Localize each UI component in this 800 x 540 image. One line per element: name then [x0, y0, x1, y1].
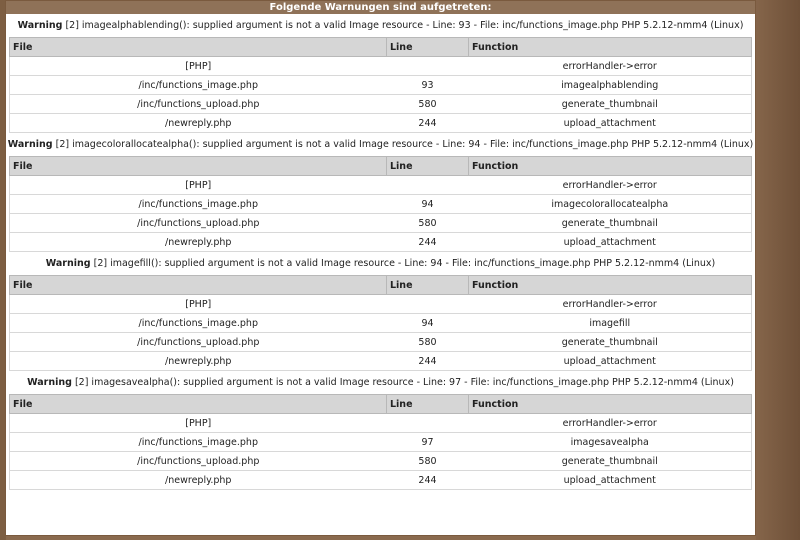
cell-file: /inc/functions_image.php: [10, 314, 387, 333]
table-header-row: [10, 276, 752, 295]
warning-block: [6, 252, 755, 371]
column-header-function: Function: [469, 157, 752, 176]
cell-line: 244: [387, 471, 469, 490]
column-header-function: Function: [469, 395, 752, 414]
cell-line: [387, 295, 469, 314]
warning-block: [6, 371, 755, 490]
warning-text: [2] imagefill(): supplied argument is not a valid Image resource - Line: 94 - File: inc/functions_image.php PHP 5.2.12-nmm4 (Linux): [93, 258, 716, 269]
table-row: [10, 57, 752, 76]
cell-function: upload_attachment: [469, 471, 752, 490]
table-row: [10, 195, 752, 214]
warning-block: [6, 133, 755, 252]
warning-label: Warning: [17, 20, 63, 31]
cell-line: 244: [387, 352, 469, 371]
cell-line: 580: [387, 214, 469, 233]
cell-file: [PHP]: [10, 295, 387, 314]
cell-function: imagecolorallocatealpha: [469, 195, 752, 214]
cell-function: imagesavealpha: [469, 433, 752, 452]
cell-line: 244: [387, 233, 469, 252]
warning-message: [6, 371, 755, 394]
column-header-file: File: [10, 38, 387, 57]
cell-file: /newreply.php: [10, 233, 387, 252]
table-row: [10, 214, 752, 233]
column-header-file: File: [10, 276, 387, 295]
warning-label: Warning: [7, 139, 53, 150]
cell-function: errorHandler->error: [469, 57, 752, 76]
cell-function: upload_attachment: [469, 114, 752, 133]
cell-function: generate_thumbnail: [469, 452, 752, 471]
table-row: [10, 176, 752, 195]
panel-title: Folgende Warnungen sind aufgetreten:: [6, 1, 755, 14]
cell-line: [387, 57, 469, 76]
warning-text: [2] imagesavealpha(): supplied argument is not a valid Image resource - Line: 97 - File: inc/functions_image.php PHP 5.2.12-nmm4 (Linux): [74, 377, 734, 388]
cell-file: /inc/functions_upload.php: [10, 333, 387, 352]
warning-label: Warning: [45, 258, 91, 269]
column-header-file: File: [10, 395, 387, 414]
cell-function: errorHandler->error: [469, 295, 752, 314]
cell-file: [PHP]: [10, 176, 387, 195]
warning-text: [2] imagealphablending(): supplied argument is not a valid Image resource - Line: 93 - File: inc/functions_image.php PHP 5.2.12-nmm4 (Linux): [65, 20, 744, 31]
cell-file: /inc/functions_upload.php: [10, 214, 387, 233]
table-row: [10, 333, 752, 352]
cell-line: 580: [387, 333, 469, 352]
column-header-file: File: [10, 157, 387, 176]
cell-function: generate_thumbnail: [469, 333, 752, 352]
table-row: [10, 95, 752, 114]
table-header-row: [10, 38, 752, 57]
table-row: [10, 452, 752, 471]
warnings-panel: [5, 0, 756, 536]
cell-function: upload_attachment: [469, 233, 752, 252]
page-background-right: [756, 0, 800, 540]
warning-text: [2] imagecolorallocatealpha(): supplied argument is not a valid Image resource - Line: 94 - File: inc/functions_image.php PHP 5.2.12-nmm4 (Linux): [55, 139, 754, 150]
backtrace-table: [9, 275, 752, 371]
cell-file: /inc/functions_upload.php: [10, 95, 387, 114]
warning-message: [6, 14, 755, 37]
table-row: [10, 314, 752, 333]
cell-function: errorHandler->error: [469, 414, 752, 433]
cell-function: errorHandler->error: [469, 176, 752, 195]
cell-file: /inc/functions_image.php: [10, 76, 387, 95]
cell-line: 93: [387, 76, 469, 95]
table-row: [10, 352, 752, 371]
table-row: [10, 433, 752, 452]
cell-file: [PHP]: [10, 57, 387, 76]
table-row: [10, 76, 752, 95]
column-header-line: Line: [387, 395, 469, 414]
cell-line: 94: [387, 314, 469, 333]
cell-function: imagealphablending: [469, 76, 752, 95]
table-row: [10, 295, 752, 314]
cell-line: 97: [387, 433, 469, 452]
cell-file: /inc/functions_image.php: [10, 433, 387, 452]
cell-file: /inc/functions_upload.php: [10, 452, 387, 471]
table-row: [10, 114, 752, 133]
column-header-function: Function: [469, 38, 752, 57]
cell-function: imagefill: [469, 314, 752, 333]
column-header-function: Function: [469, 276, 752, 295]
column-header-line: Line: [387, 276, 469, 295]
table-header-row: [10, 157, 752, 176]
table-row: [10, 414, 752, 433]
cell-line: [387, 414, 469, 433]
cell-line: 580: [387, 452, 469, 471]
cell-line: [387, 176, 469, 195]
cell-file: /newreply.php: [10, 471, 387, 490]
table-row: [10, 471, 752, 490]
cell-file: /newreply.php: [10, 114, 387, 133]
backtrace-table: [9, 37, 752, 133]
cell-function: generate_thumbnail: [469, 214, 752, 233]
column-header-line: Line: [387, 38, 469, 57]
column-header-line: Line: [387, 157, 469, 176]
cell-function: upload_attachment: [469, 352, 752, 371]
cell-function: generate_thumbnail: [469, 95, 752, 114]
cell-file: /newreply.php: [10, 352, 387, 371]
backtrace-table: [9, 156, 752, 252]
warnings-list: [6, 14, 755, 490]
warning-label: Warning: [27, 377, 72, 388]
table-header-row: [10, 395, 752, 414]
cell-line: 580: [387, 95, 469, 114]
warning-message: [6, 133, 755, 156]
cell-file: [PHP]: [10, 414, 387, 433]
cell-line: 244: [387, 114, 469, 133]
backtrace-table: [9, 394, 752, 490]
cell-line: 94: [387, 195, 469, 214]
warning-block: [6, 14, 755, 133]
warning-message: [6, 252, 755, 275]
cell-file: /inc/functions_image.php: [10, 195, 387, 214]
table-row: [10, 233, 752, 252]
